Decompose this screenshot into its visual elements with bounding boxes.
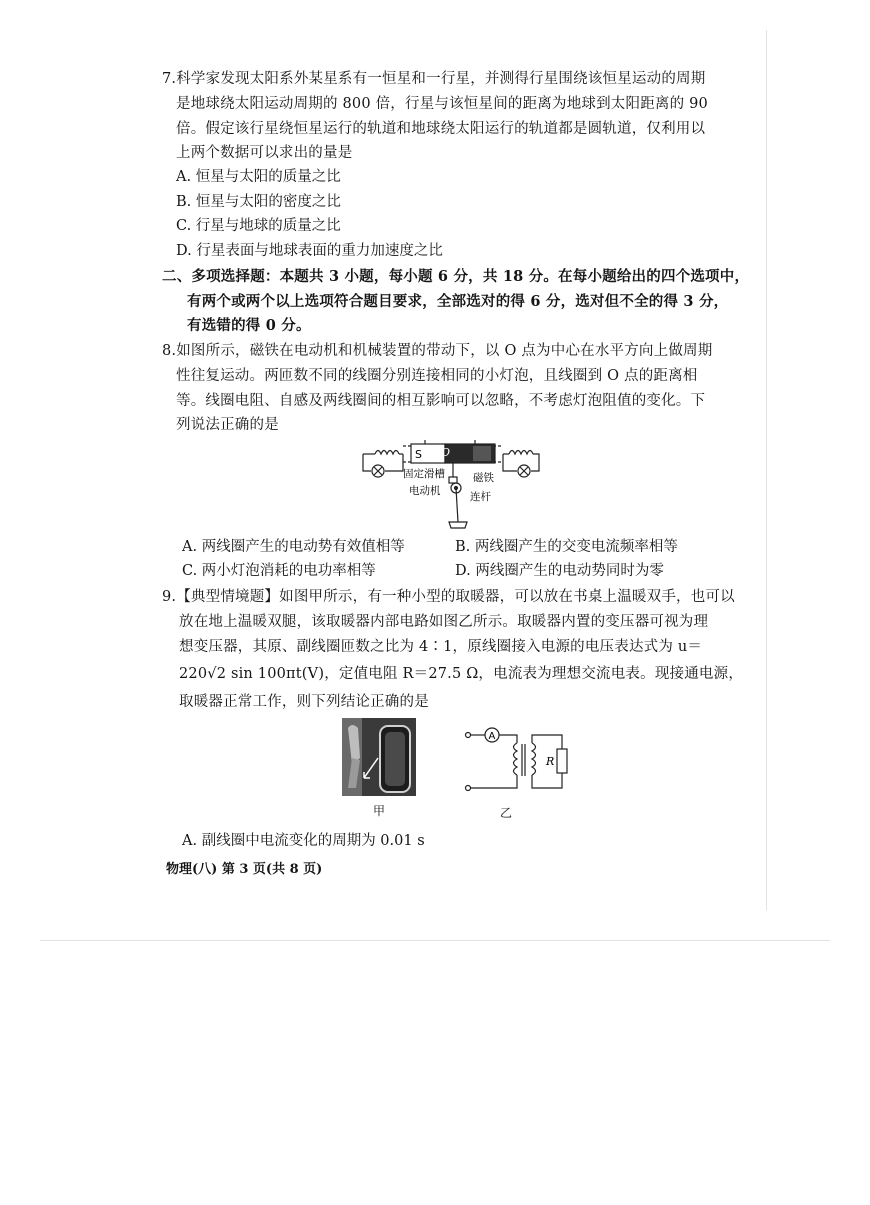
q7-line-2: 是地球绕太阳运动周期的 800 倍，行星与该恒星间的距离为地球到太阳距离的 90 xyxy=(176,96,708,112)
fig-jia-caption: 甲 xyxy=(373,804,386,818)
q9-line-5: 取暖器正常工作，则下列结论正确的是 xyxy=(179,694,429,710)
q8-option-d: D. 两线圈产生的电动势同时为零 xyxy=(455,563,664,579)
q9-line-4: 220√2 sin 100πt(V)，定值电阻 R＝27.5 Ω，电流表为理想交流电表。现接通电源， xyxy=(179,666,744,682)
magnet-label: 磁铁 xyxy=(473,472,494,484)
q9-line-1: 9.【典型情境题】如图甲所示，有一种小型的取暖器，可以放在书桌上温暖双手，也可以 xyxy=(162,589,735,605)
q8-option-c: C. 两小灯泡消耗的电功率相等 xyxy=(182,563,376,579)
motor-label: 电动机 xyxy=(409,485,441,497)
section2-line-1: 二、多项选择题：本题共 3 小题，每小题 6 分，共 18 分。在每小题给出的四个选项中， xyxy=(162,268,750,285)
transformer-circuit xyxy=(458,722,578,794)
center-o-label: O xyxy=(441,446,451,459)
q8-line-4: 列说法正确的是 xyxy=(176,417,279,433)
fig-yi-caption: 乙 xyxy=(500,806,513,820)
q7-option-c: C. 行星与地球的质量之比 xyxy=(176,218,341,234)
magnet-s-label: S xyxy=(415,448,422,461)
q9-line-3: 想变压器，其原、副线圈匝数之比为 4∶1，原线圈接入电源的电压表达式为 u＝ xyxy=(179,639,703,655)
page-border-right xyxy=(766,30,767,910)
q7-option-a: A. 恒星与太阳的质量之比 xyxy=(176,169,341,185)
resistor-label: R xyxy=(546,755,555,768)
q7-line-3: 倍。假定该行星绕恒星运行的轨道和地球绕太阳运行的轨道都是圆轨道，仅利用以 xyxy=(176,121,706,137)
q8-option-a: A. 两线圈产生的电动势有效值相等 xyxy=(182,539,405,555)
q9-line-2: 放在地上温暖双腿，该取暖器内部电路如图乙所示。取暖器内置的变压器可视为理 xyxy=(179,614,709,630)
q7-option-d: D. 行星表面与地球表面的重力加速度之比 xyxy=(176,243,443,259)
page-border-bottom xyxy=(40,940,830,941)
q9-option-a: A. 副线圈中电流变化的周期为 0.01 s xyxy=(182,833,425,849)
q7-line-4: 上两个数据可以求出的量是 xyxy=(176,145,353,161)
page-footer: 物理(八) 第 3 页(共 8 页) xyxy=(166,862,323,877)
q8-option-b: B. 两线圈产生的交变电流频率相等 xyxy=(455,539,678,555)
q7-line-1: 7.科学家发现太阳系外某星系有一恒星和一行星，并测得行星围绕该恒星运动的周期 xyxy=(162,71,706,87)
q8-line-3: 等。线圈电阻、自感及两线圈间的相互影响可以忽略，不考虑灯泡阻值的变化。下 xyxy=(176,393,706,409)
heater-photo xyxy=(342,718,416,796)
q8-line-2: 性往复运动。两匝数不同的线圈分别连接相同的小灯泡，且线圈到 O 点的距离相 xyxy=(176,368,698,384)
q8-line-1: 8.如图所示，磁铁在电动机和机械装置的带动下，以 O 点为中心在水平方向上做周期 xyxy=(162,343,713,359)
q7-option-b: B. 恒星与太阳的密度之比 xyxy=(176,194,341,210)
ammeter-label: A xyxy=(488,731,496,742)
section2-line-2: 有两个或两个以上选项符合题目要求，全部选对的得 6 分，选对但不全的得 3 分， xyxy=(187,293,729,310)
section2-line-3: 有选错的得 0 分。 xyxy=(187,317,311,334)
q8-magnet-coil-figure xyxy=(355,436,545,534)
rod-label: 连杆 xyxy=(470,491,491,503)
pulley-label: 固定滑槽 xyxy=(403,468,445,480)
